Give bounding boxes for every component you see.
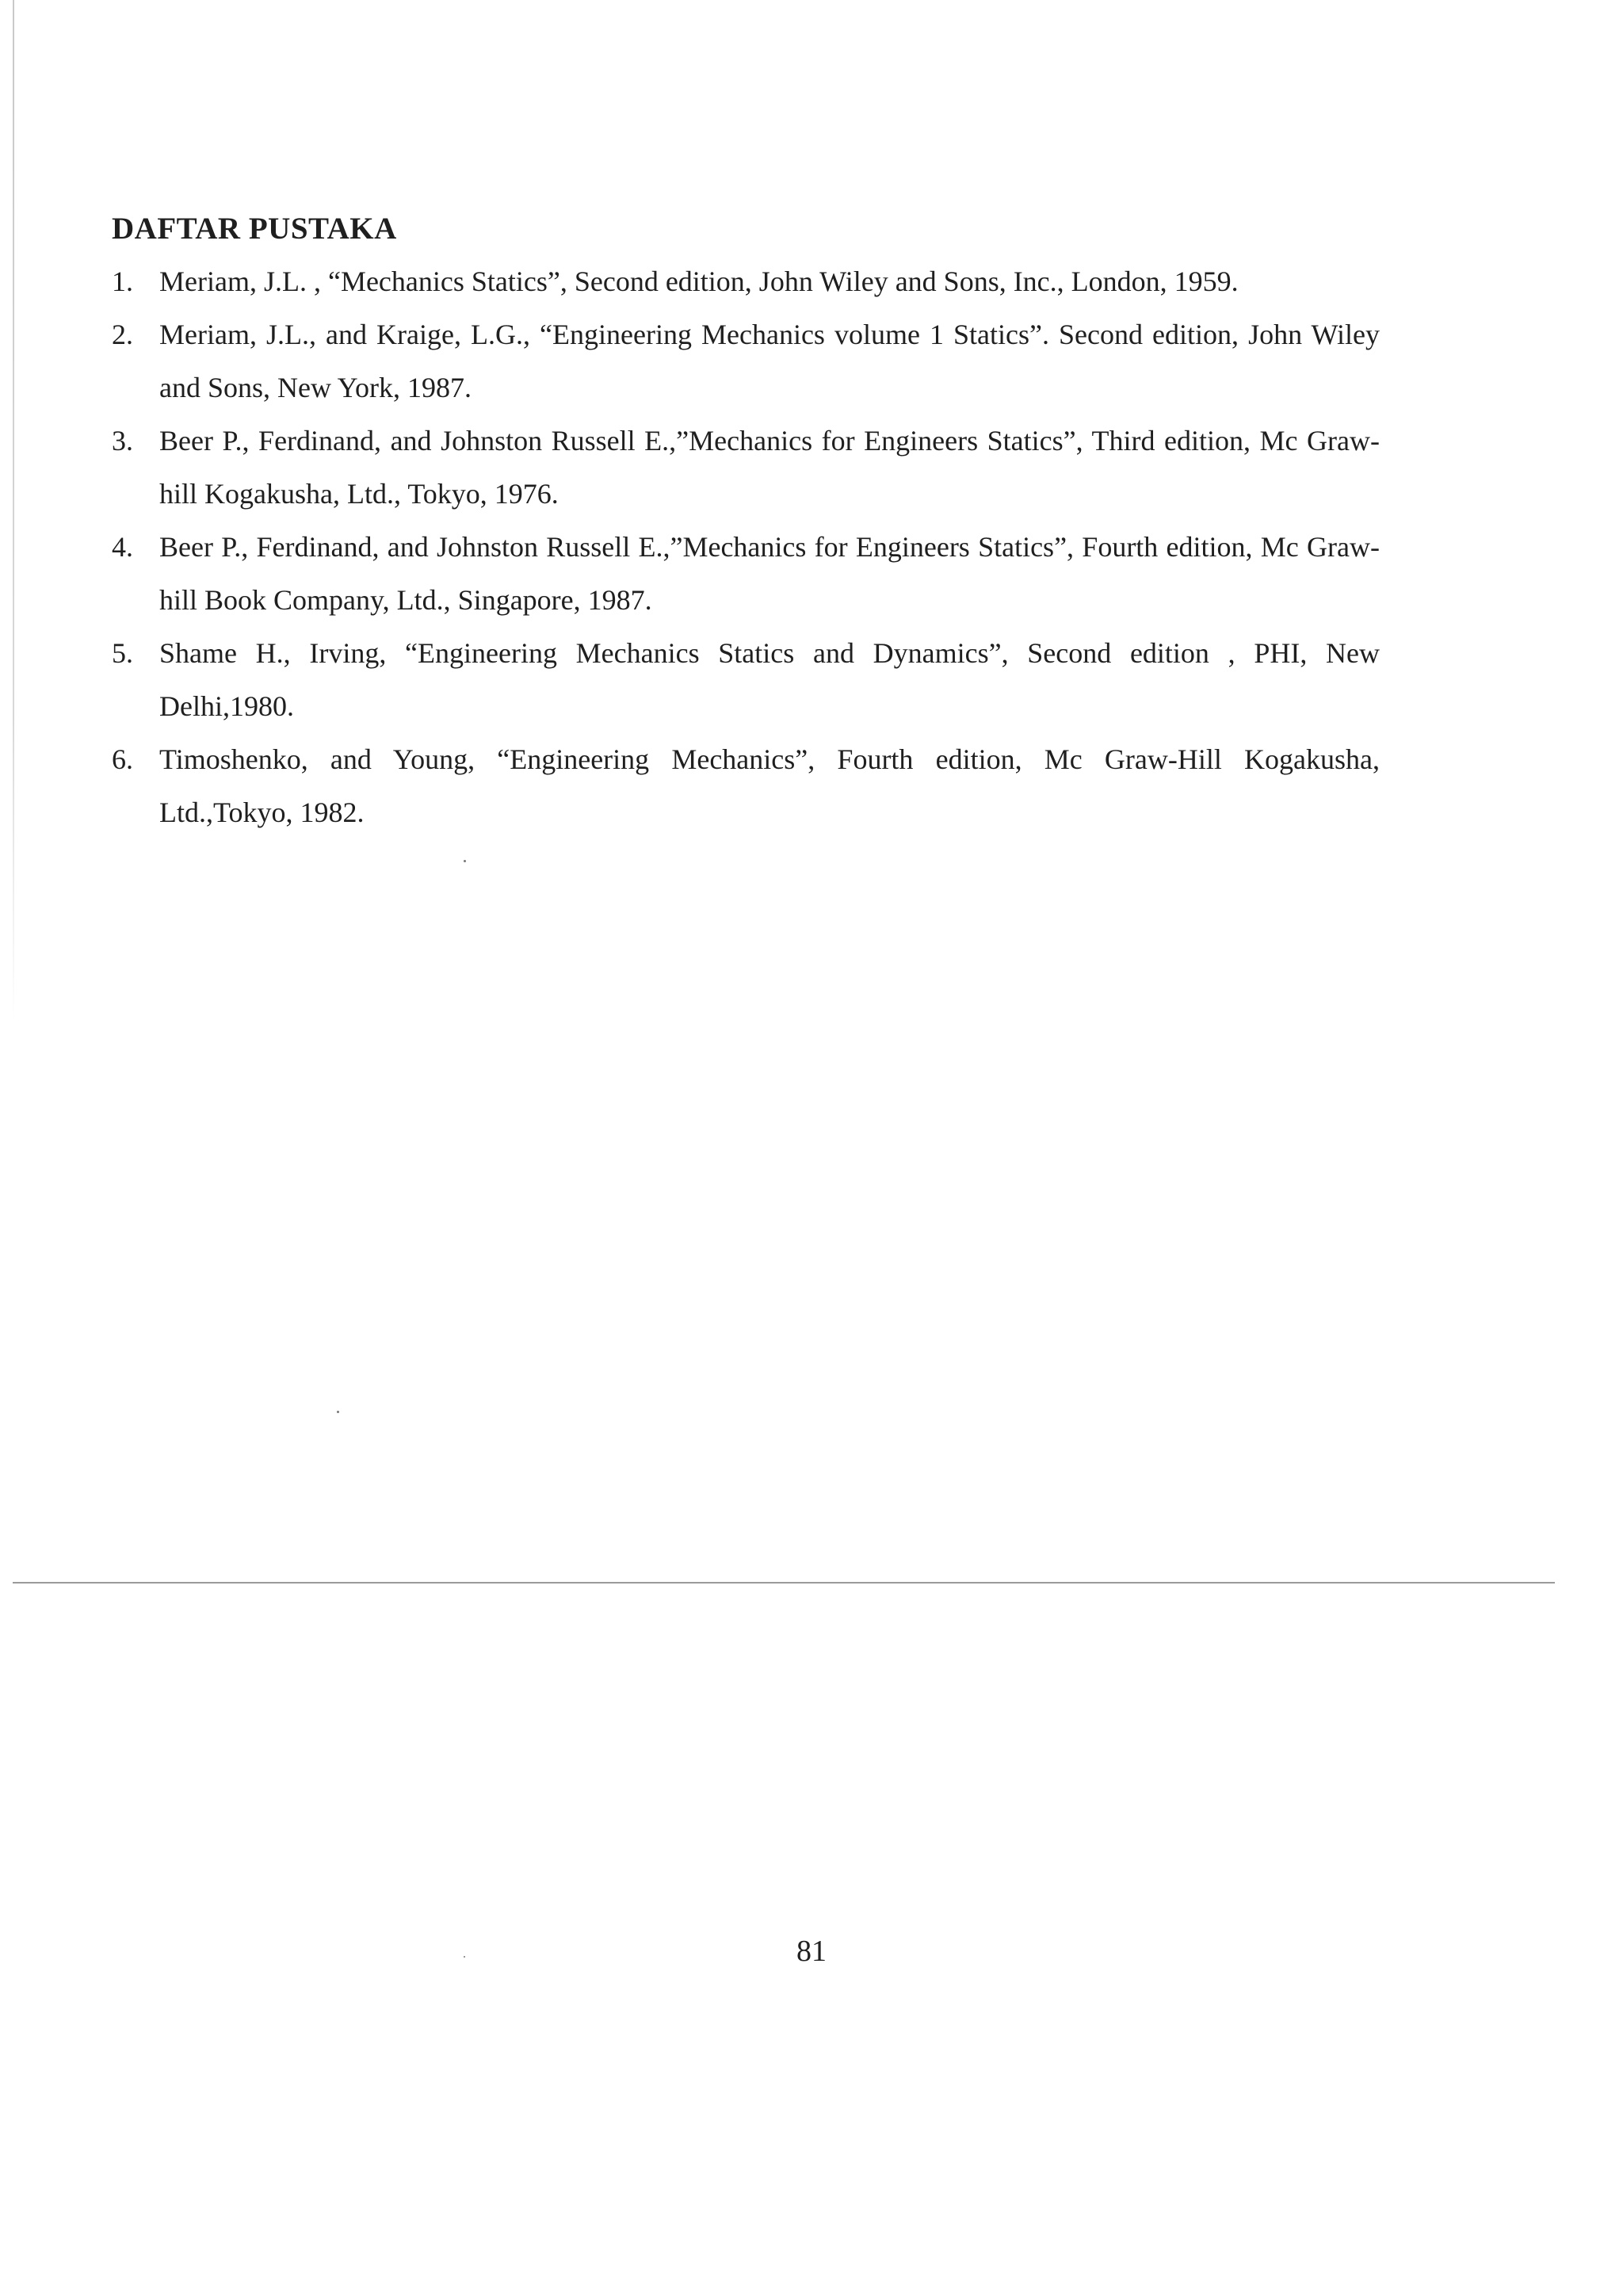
reference-number: 1.: [112, 266, 133, 297]
reference-text: Shame H., Irving, “Engineering Mechanics Statics and Dynamics”, Second edition , PHI, New Delhi,1980.: [159, 637, 1380, 722]
reference-number: 2.: [112, 319, 133, 350]
footer-divider: [13, 1582, 1555, 1584]
page-number: 81: [796, 1935, 827, 1968]
reference-item: [112, 521, 1380, 627]
reference-list: [112, 255, 1380, 839]
reference-number: 4.: [112, 531, 133, 563]
reference-item: [112, 308, 1380, 415]
references-heading: DAFTAR PUSTAKA: [112, 212, 397, 246]
reference-text: Timoshenko, and Young, “Engineering Mechanics”, Fourth edition, Mc Graw-Hill Kogakusha, Ltd.,Tokyo, 1982.: [159, 743, 1380, 828]
reference-item: [112, 733, 1380, 839]
reference-number: 6.: [112, 743, 133, 775]
reference-item: [112, 627, 1380, 733]
reference-text: Beer P., Ferdinand, and Johnston Russell E.,”Mechanics for Engineers Statics”, Fourth edition, Mc Graw-hill Book Company, Ltd., Singapore, 1987.: [159, 531, 1380, 616]
scan-speck: [337, 1411, 339, 1413]
reference-item: [112, 255, 1380, 308]
reference-number: 5.: [112, 637, 133, 669]
reference-text: Meriam, J.L. , “Mechanics Statics”, Second edition, John Wiley and Sons, Inc., London, 1959.: [159, 266, 1239, 297]
reference-number: 3.: [112, 425, 133, 457]
scan-speck: [464, 860, 466, 862]
reference-text: Meriam, J.L., and Kraige, L.G., “Engineering Mechanics volume 1 Statics”. Second edition, John Wiley and Sons, New York, 1987.: [159, 319, 1380, 403]
scan-edge-line: [13, 0, 14, 1022]
reference-item: [112, 415, 1380, 521]
reference-text: Beer P., Ferdinand, and Johnston Russell E.,”Mechanics for Engineers Statics”, Third edition, Mc Graw-hill Kogakusha, Ltd., Tokyo, 1976.: [159, 425, 1380, 510]
